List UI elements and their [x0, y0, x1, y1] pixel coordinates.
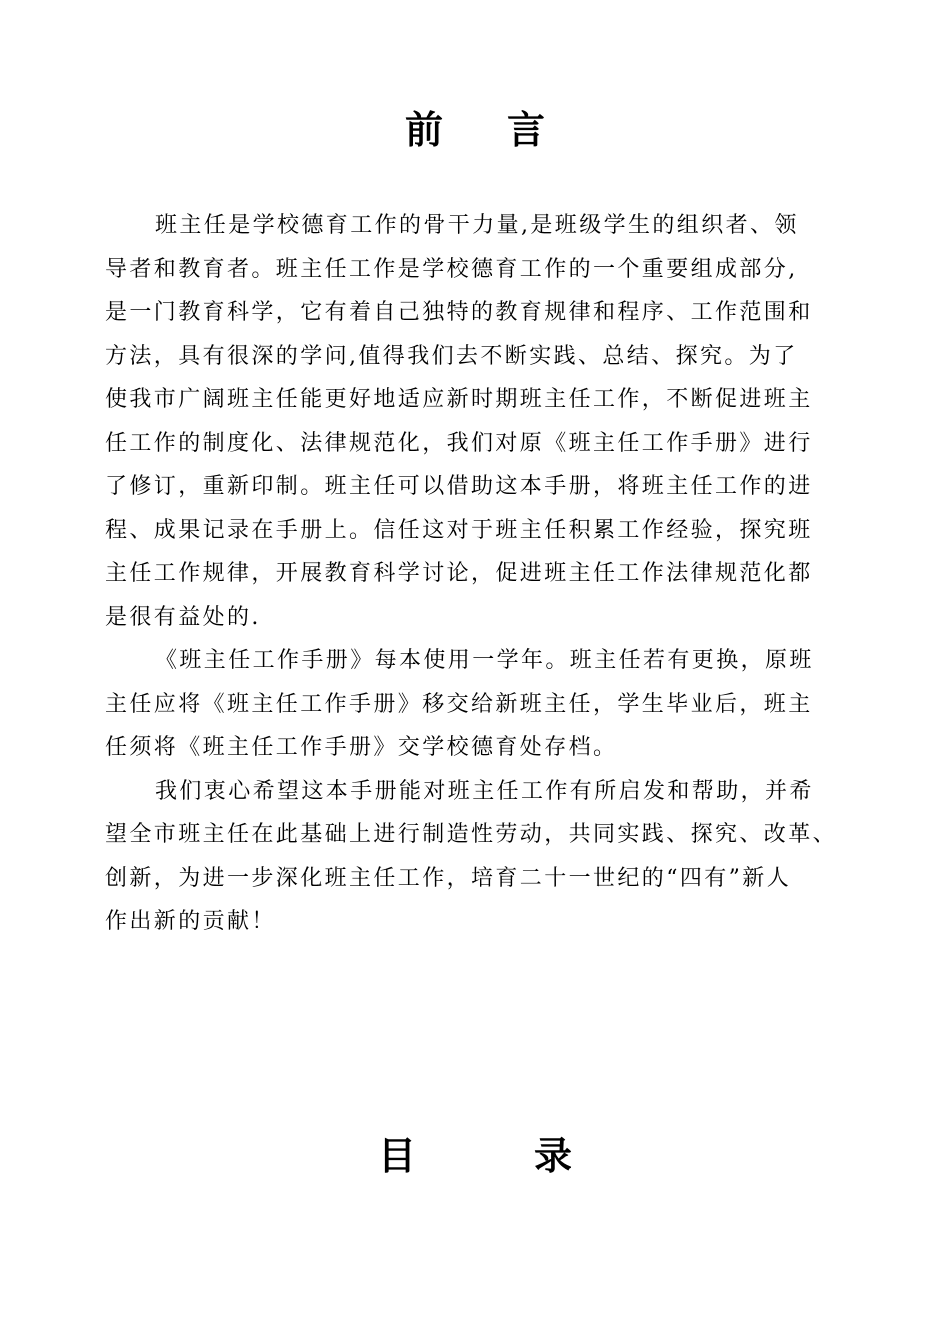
preface-heading — [0, 108, 950, 152]
text-line: 《班主任工作手册》每本使用一学年。班主任若有更换，原班 — [155, 648, 814, 673]
text-line: 是很有益处的. — [105, 604, 261, 630]
text-line: 任须将《班主任工作手册》交学校德育处存档。 — [105, 735, 618, 760]
text-line: 主任工作规律，开展教育科学讨论，促进班主任工作法律规范化都 — [105, 561, 813, 586]
text-line: 使我市广阔班主任能更好地适应新时期班主任工作，不断促进班主 — [105, 387, 813, 412]
toc-heading — [0, 1134, 950, 1178]
text-line: 我们衷心希望这本手册能对班主任工作有所启发和帮助，并希 — [155, 778, 814, 804]
paragraph-3 — [105, 770, 850, 944]
text-line: 创新，为进一步深化班主任工作，培育二十一世纪的“四有”新人 — [105, 865, 792, 891]
text-line: 方法，具有很深的学问,值得我们去不断实践、总结、探究。为了 — [105, 343, 798, 369]
text-line: 任工作的制度化、法律规范化，我们对原《班主任工作手册》进行 — [105, 430, 813, 456]
text-line: 导者和教育者。班主任工作是学校德育工作的一个重要组成部分, — [105, 256, 798, 282]
text-line: 作出新的贡献！ — [105, 909, 276, 934]
preface-body — [105, 204, 850, 944]
toc-heading-char-1: 目 — [377, 1133, 416, 1178]
preface-heading-char-1: 前 — [404, 107, 443, 152]
text-line: 了修订，重新印制。班主任可以借助这本手册，将班主任工作的进 — [105, 474, 813, 499]
text-line: 主任应将《班主任工作手册》移交给新班主任，学生毕业后，班主 — [105, 691, 813, 717]
paragraph-1 — [105, 204, 850, 639]
text-line: 程、成果记录在手册上。信任这对于班主任积累工作经验，探究班 — [105, 517, 813, 543]
text-line: 望全市班主任在此基础上进行制造性劳动，共同实践、探究、改革、 — [105, 822, 838, 847]
paragraph-2 — [105, 639, 850, 770]
toc-heading-char-2: 录 — [534, 1133, 573, 1178]
text-line: 是一门教育科学，它有着自己独特的教育规律和程序、工作范围和 — [105, 300, 813, 325]
preface-heading-char-2: 言 — [507, 107, 546, 152]
text-line: 班主任是学校德育工作的骨干力量,是班级学生的组织者、领 — [155, 213, 799, 238]
